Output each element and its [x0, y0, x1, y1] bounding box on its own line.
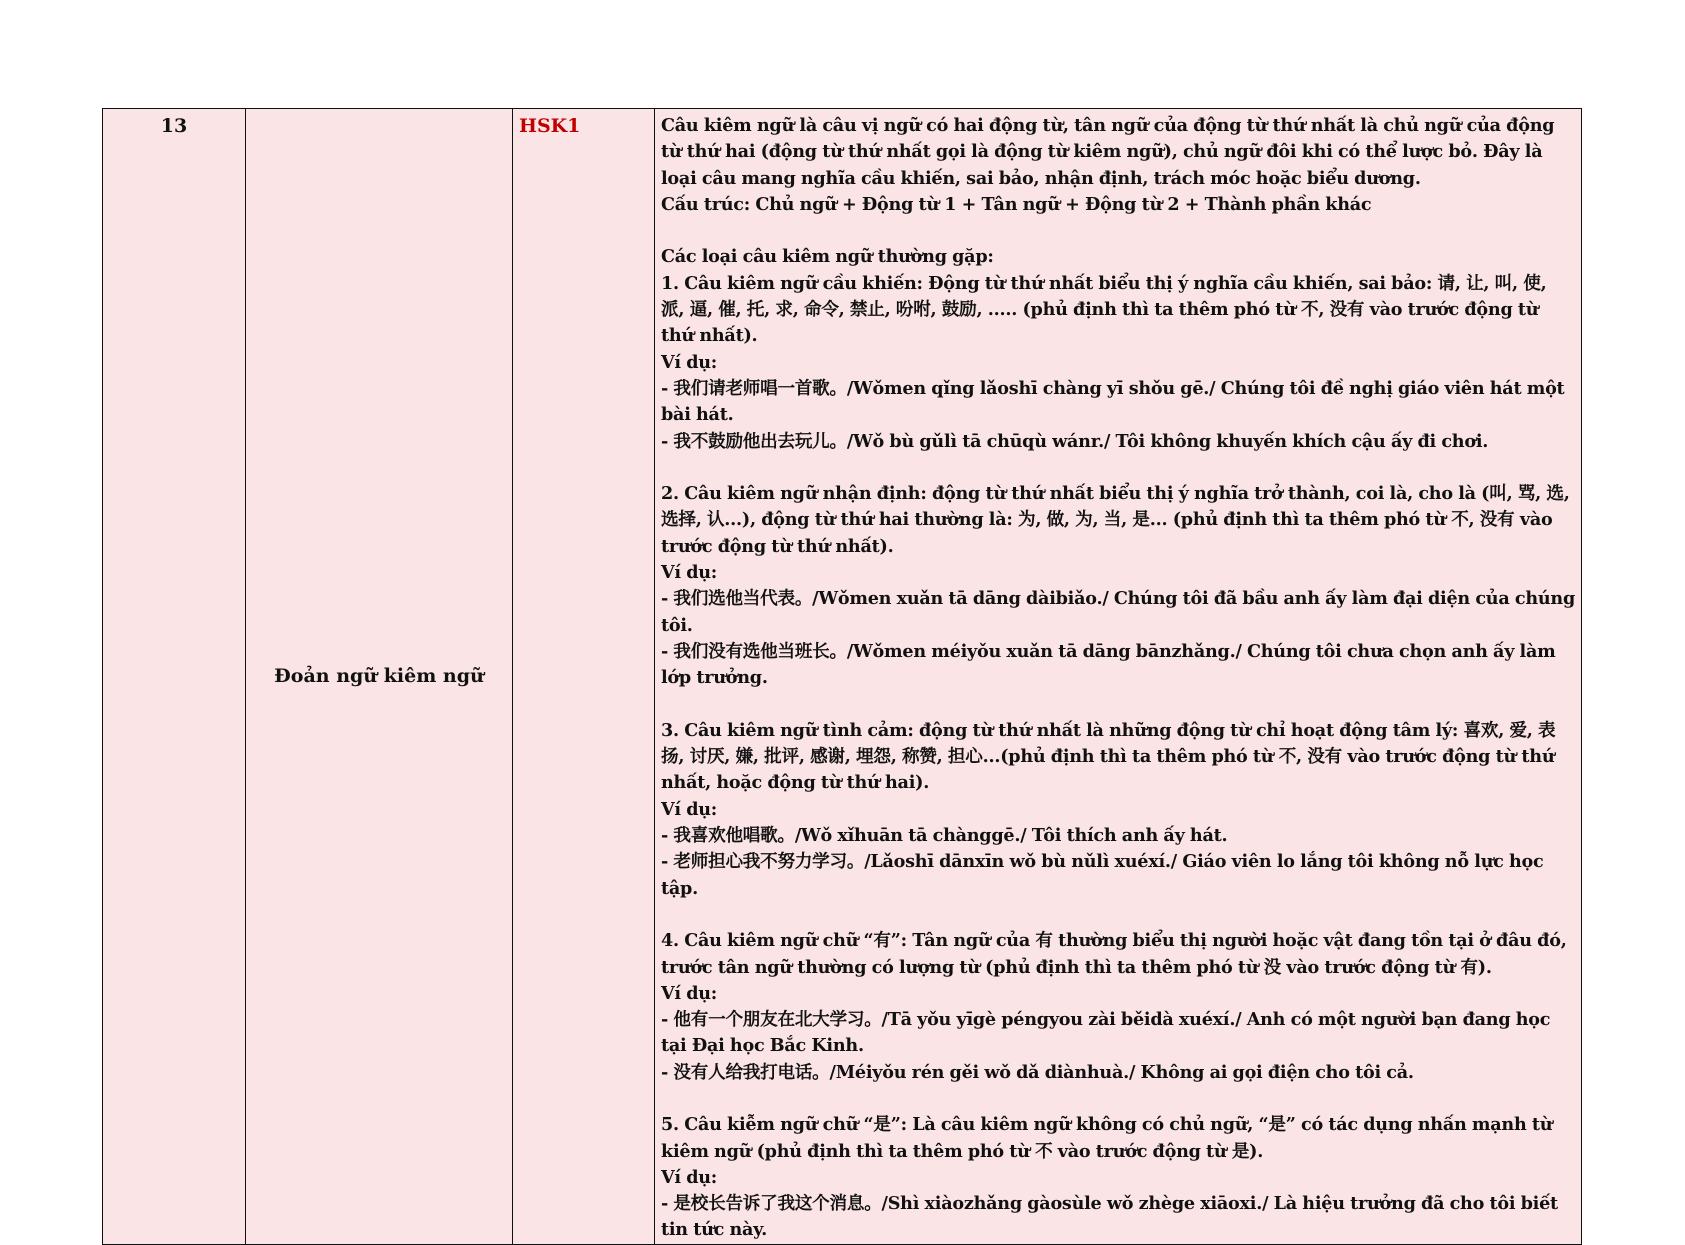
type-2-example-2: - 我们没有选他当班长。/Wǒmen méiyǒu xuǎn tā dāng bānzhǎng./ Chúng tôi chưa chọn anh ấy làm lớp trưởng. — [661, 640, 1556, 689]
row-number: 13 — [103, 109, 246, 1245]
paragraph-gap — [661, 902, 1575, 928]
type-4-description: 4. Câu kiêm ngữ chữ “有”: Tân ngữ của 有 thường biểu thị người hoặc vật đang tồn tại ở đâu đó, trước tân ngữ thường có lượng từ (phủ định thì ta thêm phó từ 没 vào trước động từ 有). — [661, 930, 1567, 978]
example-label: Ví dụ: — [661, 562, 718, 584]
type-5-example-1: - 是校长告诉了我这个消息。/Shì xiàozhǎng gàosùle wǒ zhège xiāoxi./ Là hiệu trưởng đã cho tôi biết tin tức này. — [661, 1193, 1558, 1241]
paragraph-gap — [661, 218, 1575, 244]
structure-text: Cấu trúc: Chủ ngữ + Động từ 1 + Tân ngữ + Động từ 2 + Thành phần khác — [661, 193, 1372, 215]
grammar-table — [102, 108, 1582, 1245]
grammar-point-name: Đoản ngữ kiêm ngữ — [246, 109, 513, 1245]
type-1-example-1: - 我们请老师唱一首歌。/Wǒmen qǐng lǎoshī chàng yī shǒu gē./ Chúng tôi đề nghị giáo viên hát một bài hát. — [661, 377, 1565, 426]
example-label: Ví dụ: — [661, 982, 718, 1004]
hsk-level-badge: HSK1 — [513, 109, 655, 1245]
type-5-description: 5. Câu kiễm ngữ chữ “是”: Là câu kiêm ngữ không có chủ ngữ, “是” có tác dụng nhấn mạnh từ kiêm ngữ (phủ định thì ta thêm phó từ 不 vào trước động từ 是). — [661, 1114, 1553, 1162]
type-3-example-2: - 老师担心我不努力学习。/Lǎoshī dānxīn wǒ bù nǔlì xuéxí./ Giáo viên lo lắng tôi không nỗ lực học tập. — [661, 851, 1544, 899]
types-heading: Các loại câu kiêm ngữ thường gặp: — [661, 246, 994, 268]
example-label: Ví dụ: — [661, 1166, 718, 1188]
type-4-example-1: - 他有一个朋友在北大学习。/Tā yǒu yīgè péngyou zài běidà xuéxí./ Anh có một người bạn đang học tại Đại học Bắc Kinh. — [661, 1009, 1551, 1057]
type-2-example-1: - 我们选他当代表。/Wǒmen xuǎn tā dāng dàibiǎo./ Chúng tôi đã bầu anh ấy làm đại diện của chúng tôi. — [661, 588, 1575, 636]
table-row — [103, 109, 1582, 1245]
grammar-description — [655, 109, 1582, 1245]
type-3-example-1: - 我喜欢他唱歌。/Wǒ xǐhuān tā chànggē./ Tôi thích anh ấy hát. — [661, 825, 1228, 847]
paragraph-gap — [661, 1086, 1575, 1112]
example-label: Ví dụ: — [661, 798, 718, 820]
type-1-example-2: - 我不鼓励他出去玩儿。/Wǒ bù gǔlì tā chūqù wánr./ Tôi không khuyến khích cậu ấy đi chơi. — [661, 430, 1489, 452]
intro-text: Câu kiêm ngữ là câu vị ngữ có hai động từ, tân ngữ của động từ thứ nhất là chủ ngữ của động từ thứ hai (động từ thứ nhất gọi là động từ kiêm ngữ), chủ ngữ đôi khi có thể lược bỏ. Đây là loại câu mang nghĩa cầu khiến, sai bảo, nhận định, trách móc hoặc biểu dương. — [661, 115, 1555, 189]
paragraph-gap — [661, 455, 1575, 481]
type-4-example-2: - 没有人给我打电话。/Méiyǒu rén gěi wǒ dǎ diànhuà./ Không ai gọi điện cho tôi cả. — [661, 1061, 1414, 1083]
type-1-description: 1. Câu kiêm ngữ cầu khiến: Động từ thứ nhất biểu thị ý nghĩa cầu khiến, sai bảo: 请, 让, 叫, 使, 派, 逼, 催, 托, 求, 命令, 禁止, 吩咐, 鼓励, ..... (phủ định thì ta thêm phó từ 不, 没有 vào trước động từ thứ nhất). — [661, 272, 1547, 347]
example-label: Ví dụ: — [661, 351, 718, 373]
type-3-description: 3. Câu kiêm ngữ tình cảm: động từ thứ nhất là những động từ chỉ hoạt động tâm lý: 喜欢, 爱, 表扬, 讨厌, 嫌, 批评, 感谢, 埋怨, 称赞, 担心...(phủ định thì ta thêm phó từ 不, 没有 vào trước động từ thứ nhất, hoặc động từ thứ hai). — [661, 719, 1556, 794]
type-2-description: 2. Câu kiêm ngữ nhận định: động từ thứ nhất biểu thị ý nghĩa trở thành, coi là, cho là (叫, 骂, 选, 选择, 认...), động từ thứ hai thường là: 为, 做, 为, 当, 是... (phủ định thì ta thêm phó từ 不, 没有 vào trước động từ thứ nhất). — [661, 483, 1570, 557]
paragraph-gap — [661, 692, 1575, 718]
